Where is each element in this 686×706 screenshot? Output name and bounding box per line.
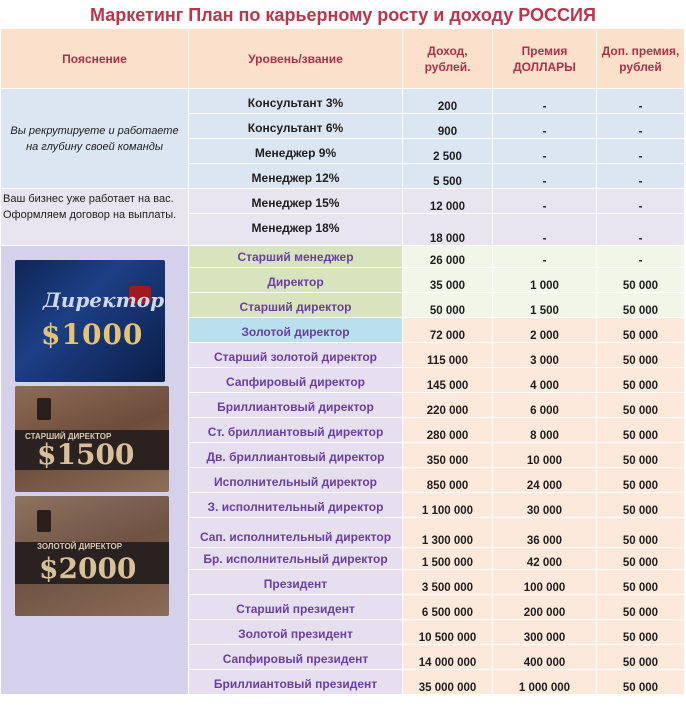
bonus-cell: 24 000 [493,468,597,493]
level-cell: Старший директор [189,293,403,318]
income-cell: 26 000 [403,246,493,268]
level-cell: Менеджер 15% [189,189,403,214]
bonus-cell: 36 000 [493,518,597,548]
header-row [1,29,685,89]
extra-cell: 50 000 [597,518,685,548]
extra-cell: 50 000 [597,620,685,645]
level-cell: Директор [189,268,403,293]
extra-cell: 50 000 [597,670,685,695]
income-cell: 35 000 [403,268,493,293]
level-cell: Старший менеджер [189,246,403,268]
level-cell: Сапфировый директор [189,368,403,393]
extra-cell: 50 000 [597,548,685,570]
header-bonus: Премия ДОЛЛАРЫ [493,29,597,89]
ring-box-icon [37,510,51,532]
level-cell: Исполнительный директор [189,468,403,493]
ring-box-icon [37,398,51,420]
level-cell: Менеджер 9% [189,139,403,164]
header-income: Доход, рублей. [403,29,493,89]
level-cell: Консультант 3% [189,89,403,114]
extra-cell: 50 000 [597,343,685,368]
certificate-director-image [15,260,165,382]
level-cell: З. исполнительный директор [189,493,403,518]
income-cell: 35 000 000 [403,670,493,695]
income-cell: 14 000 000 [403,645,493,670]
level-cell: Старший золотой директор [189,343,403,368]
extra-cell: 50 000 [597,493,685,518]
bonus-cell: 30 000 [493,493,597,518]
bonus-cell: - [493,139,597,164]
level-cell: Консультант 6% [189,114,403,139]
header-extra: Доп. премия, рублей [597,29,685,89]
income-cell: 200 [403,89,493,114]
level-cell: Дв. бриллиантовый директор [189,443,403,468]
bonus-cell: 1 000 000 [493,670,597,695]
level-cell: Сапфировый президент [189,645,403,670]
level-cell: Менеджер 12% [189,164,403,189]
income-cell: 6 500 000 [403,595,493,620]
bonus-cell: 200 000 [493,595,597,620]
level-cell: Старший президент [189,595,403,620]
page-title: Маркетинг План по карьерному росту и доходу РОССИЯ [0,0,686,28]
extra-cell: 50 000 [597,293,685,318]
income-cell: 900 [403,114,493,139]
certificates-panel [1,246,189,695]
certificate-amount: $1500 [37,438,135,471]
extra-cell: 50 000 [597,595,685,620]
extra-cell: 50 000 [597,268,685,293]
income-cell: 2 500 [403,139,493,164]
level-cell: Золотой президент [189,620,403,645]
bonus-cell: 4 000 [493,368,597,393]
income-cell: 18 000 [403,214,493,246]
income-cell: 280 000 [403,418,493,443]
certificate-label: СТАРШИЙ ДИРЕКТОР [25,432,112,441]
level-cell: Бриллиантовый директор [189,393,403,418]
extra-cell: 50 000 [597,645,685,670]
bonus-cell: - [493,89,597,114]
extra-cell: - [597,189,685,214]
certificate-amount: $1000 [41,318,144,351]
income-cell: 115 000 [403,343,493,368]
header-explanation: Пояснение [1,29,189,89]
income-cell: 1 100 000 [403,493,493,518]
level-cell: Сап. исполнительный директор [189,518,403,548]
header-level: Уровень/звание [189,29,403,89]
level-cell: Золотой директор [189,318,403,343]
bonus-cell: 100 000 [493,570,597,595]
extra-cell: 50 000 [597,368,685,393]
level-cell: Президент [189,570,403,595]
note-business: Ваш бизнес уже работает на вас. Оформляем договор на выплаты. [1,189,189,246]
bonus-cell: 3 000 [493,343,597,368]
table-row [1,89,685,114]
income-cell: 50 000 [403,293,493,318]
income-cell: 10 500 000 [403,620,493,645]
certificate-amount: $2000 [39,552,137,585]
note-recruit: Вы рекрутируете и работаете на глубину своей команды [1,89,189,189]
extra-cell: - [597,114,685,139]
bonus-cell: - [493,164,597,189]
certificate-label: ЗОЛОТОЙ ДИРЕКТОР [37,542,123,551]
income-cell: 72 000 [403,318,493,343]
extra-cell: 50 000 [597,570,685,595]
certificate-label: Директор [43,288,165,312]
marketing-plan-table [0,28,685,695]
extra-cell: 50 000 [597,393,685,418]
income-cell: 1 500 000 [403,548,493,570]
level-cell: Бр. исполнительный директор [189,548,403,570]
level-cell: Менеджер 18% [189,214,403,246]
bonus-cell: 10 000 [493,443,597,468]
extra-cell: - [597,214,685,246]
extra-cell: - [597,246,685,268]
extra-cell: - [597,89,685,114]
extra-cell: - [597,139,685,164]
income-cell: 1 300 000 [403,518,493,548]
bonus-cell: 42 000 [493,548,597,570]
income-cell: 3 500 000 [403,570,493,595]
bonus-cell: 1 500 [493,293,597,318]
bonus-cell: - [493,214,597,246]
extra-cell: 50 000 [597,318,685,343]
bonus-cell: - [493,114,597,139]
level-cell: Бриллиантовый президент [189,670,403,695]
bonus-cell: 400 000 [493,645,597,670]
level-cell: Ст. бриллиантовый директор [189,418,403,443]
income-cell: 850 000 [403,468,493,493]
certificate-gold-director-image [15,496,169,616]
table-row [1,189,685,214]
income-cell: 12 000 [403,189,493,214]
bonus-cell: - [493,189,597,214]
bonus-cell: - [493,246,597,268]
extra-cell: 50 000 [597,418,685,443]
bonus-cell: 300 000 [493,620,597,645]
bonus-cell: 1 000 [493,268,597,293]
certificate-senior-director-image [15,386,169,492]
income-cell: 5 500 [403,164,493,189]
income-cell: 145 000 [403,368,493,393]
bonus-cell: 2 000 [493,318,597,343]
table-row [1,246,685,268]
extra-cell: - [597,164,685,189]
bonus-cell: 6 000 [493,393,597,418]
income-cell: 220 000 [403,393,493,418]
extra-cell: 50 000 [597,443,685,468]
extra-cell: 50 000 [597,468,685,493]
bonus-cell: 8 000 [493,418,597,443]
income-cell: 350 000 [403,443,493,468]
